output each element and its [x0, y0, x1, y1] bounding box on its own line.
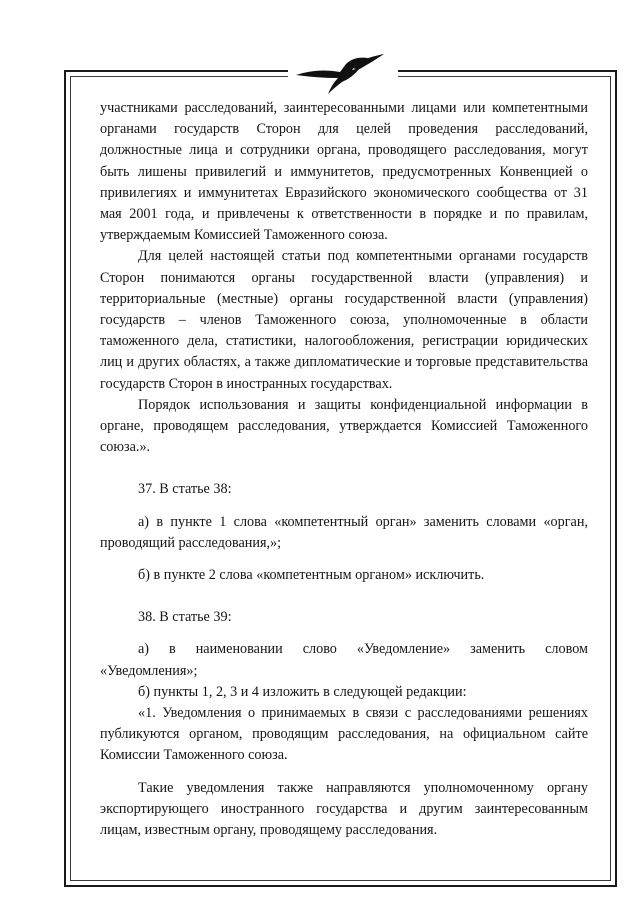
section-37-item-b: б) в пункте 2 слова «компетентным органом» исключить. [138, 567, 485, 584]
section-38-item-a: а) в наименовании слово «Уведомление» заменить словом «Уведомления»; [100, 641, 588, 679]
paragraph-2: Для целей настоящей статьи под компетентными органами государств Сторон понимаются органы государственной власти (управления) и территориальные (местные) органы государственной власти (управления) государств – членов Таможенного союза, уполномоченные в области таможенного дела, статистики, налогообложения, регистрации юридических лиц и других областях, а также дипломатические и торговые представительства государств Сторон в иностранных государствах. [100, 248, 588, 392]
section-38-heading: 38. В статье 39: [138, 609, 232, 626]
section-37-item-a: а) в пункте 1 слова «компетентный орган» заменить словами «орган, проводящий расследования,»; [100, 513, 588, 551]
section-38-item-b: б) пункты 1, 2, 3 и 4 изложить в следующей редакции: [138, 683, 467, 700]
emblem-logo [288, 48, 398, 98]
section-37-heading: 37. В статье 38: [138, 481, 232, 498]
paragraph-3: Порядок использования и защиты конфиденциальной информации в органе, проводящем расследования, утверждается Комиссией Таможенного союза.». [100, 396, 588, 456]
document-body [100, 98, 588, 841]
paragraph-1: участниками расследований, заинтересованными лицами или компетентными органами государств Сторон для целей проведения расследований, должностные лица и сотрудники органа, проводящего расследования, могут быть лишены привилегий и иммунитетов, предусмотренных Конвенцией о привилегиях и иммунитетах Евразийского экономического сообщества от 31 мая 2001 года, и привлечены к ответственности в порядке и по правилам, утверждаемым Комиссией Таможенного союза. [100, 100, 588, 244]
section-38-quote-2: Такие уведомления также направляются уполномоченному органу экспортирующего иностранного государства и другим заинтересованным лицам, известным органу, проводящему расследования. [100, 779, 588, 839]
section-38-quote-1: «1. Уведомления о принимаемых в связи с расследованиями решениях публикуются органом, проводящим расследования, на официальном сайте Комиссии Таможенного союза. [100, 705, 588, 764]
emblem-mark-icon [288, 48, 398, 98]
